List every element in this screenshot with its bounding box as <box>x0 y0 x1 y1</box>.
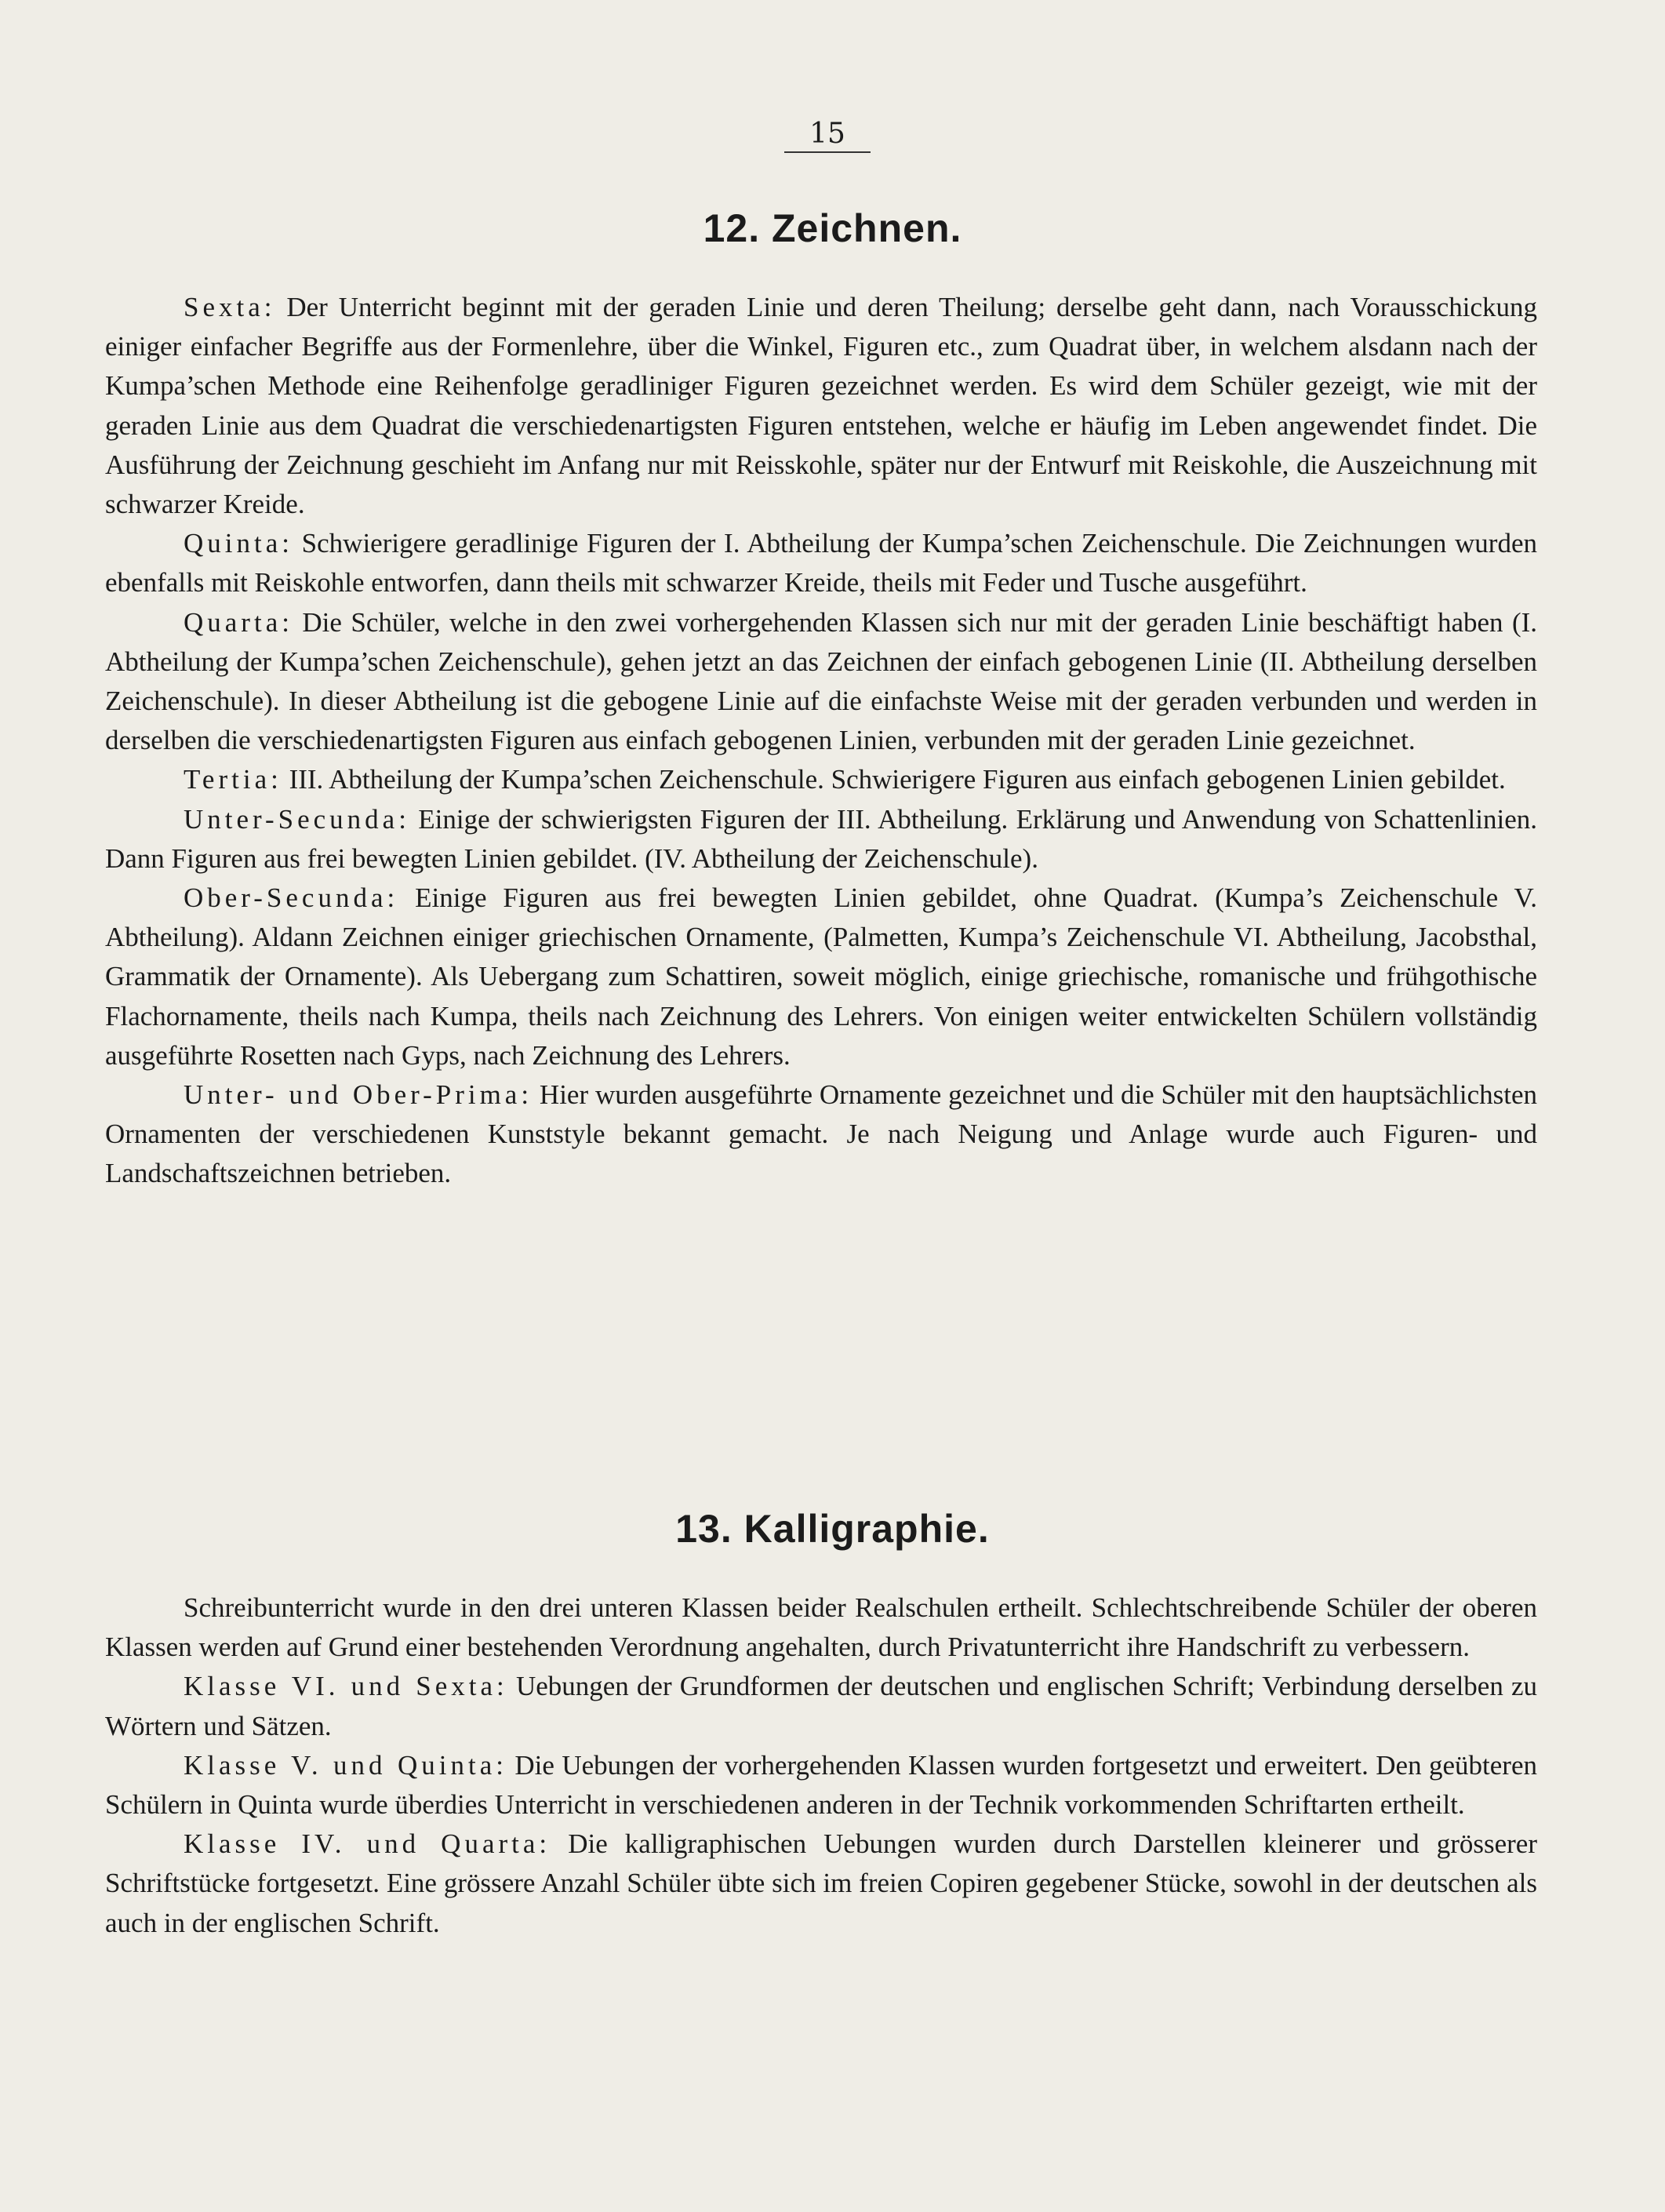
paragraph-label: Klasse V. und Quinta: <box>184 1749 507 1781</box>
paragraph <box>105 800 1537 879</box>
section-body-zeichnen <box>105 288 1537 1194</box>
paragraph-label: Tertia: <box>184 764 282 795</box>
paragraph <box>105 524 1537 602</box>
paragraph <box>105 288 1537 524</box>
paragraph <box>105 879 1537 1075</box>
paragraph-text: Hier wurden ausgeführte Ornamente gezeichnet und die Schüler mit den hauptsächlichsten Ornamenten der verschiedenen Kunststyle bekannt gemacht. Je nach Neigung und Anlage wurde auch Figuren- und Landschaftszeichnen betrieben. <box>105 1079 1537 1189</box>
paragraph-label: Unter- und Ober-Prima: <box>184 1079 533 1111</box>
paragraph <box>105 1588 1537 1667</box>
paragraph <box>105 1746 1537 1825</box>
paragraph-text: Die kalligraphischen Uebungen wurden durch Darstellen kleinerer und grösserer Schriftstücke fortgesetzt. Eine grössere Anzahl Schüler übte sich im freien Copiren gegebener Stücke, sowohl in der deutschen als auch in der englischen Schrift. <box>105 1828 1537 1938</box>
paragraph <box>105 1667 1537 1745</box>
paragraph-label: Klasse IV. und Quarta: <box>184 1828 551 1860</box>
paragraph-text: III. Abtheilung der Kumpa’schen Zeichenschule. Schwierigere Figuren aus einfach gebogenen Linien gebildet. <box>289 764 1506 795</box>
paragraph-text: Die Schüler, welche in den zwei vorhergehenden Klassen sich nur mit der geraden Linie beschäftigt haben (I. Abtheilung der Kumpa’schen Zeichenschule), gehen jetzt an das Zeichnen der einfach gebogenen Linie (II. Abtheilung derselben Zeichenschule). In dieser Abtheilung ist die gebogene Linie auf die einfachste Weise mit der geraden verbunden und werden in derselben die verschiedenartigsten Figuren aus einfach gebogenen Linien, verbunden mit der geraden Linie gezeichnet. <box>105 606 1538 756</box>
paragraph <box>105 760 1537 799</box>
paragraph-text: Einige Figuren aus frei bewegten Linien gebildet, ohne Quadrat. (Kumpa’s Zeichenschule V. Abtheilung). Aldann Zeichnen einiger griechischen Ornamente, (Palmetten, Kumpa’s Zeichenschule VI. Abtheilung, Jacobsthal, Grammatik der Ornamente). Als Uebergang zum Schattiren, soweit möglich, einige griechische, romanische und frühgothische Flachornamente, theils nach Kumpa, theils nach Zeichnung des Lehrers. Von einigen weiter entwickelten Schülern vollständig ausgeführte Rosetten nach Gyps, nach Zeichnung des Lehrers. <box>105 882 1537 1071</box>
paragraph-text: Uebungen der Grundformen der deutschen und englischen Schrift; Verbindung derselben zu Wörtern und Sätzen. <box>105 1671 1538 1741</box>
paragraph <box>105 1825 1537 1943</box>
paragraph <box>105 1075 1537 1194</box>
section-heading-zeichnen: 12. Zeichnen. <box>703 206 962 250</box>
paragraph <box>105 603 1537 761</box>
section-heading-kalligraphie: 13. Kalligraphie. <box>675 1507 990 1551</box>
paragraph-text: Schreibunterricht wurde in den drei unteren Klassen beider Realschulen ertheilt. Schlechtschreibende Schüler der oberen Klassen werden auf Grund einer bestehenden Verordnung angehalten, durch Privatunterricht ihre Handschrift zu verbessern. <box>105 1592 1537 1663</box>
paragraph-label: Sexta: <box>184 292 276 322</box>
paragraph-text: Schwierigere geradlinige Figuren der I. Abtheilung der Kumpa’schen Zeichenschule. Die Zeichnungen wurden ebenfalls mit Reiskohle entworfen, dann theils mit schwarzer Kreide, theils mit Feder und Tusche ausgeführt. <box>105 528 1537 598</box>
paragraph-label: Unter-Secunda: <box>184 803 410 835</box>
paragraph-label: Quarta: <box>184 606 293 638</box>
paragraph-label: Quinta: <box>184 528 293 559</box>
section-body-kalligraphie <box>105 1588 1537 1943</box>
paragraph-text: Die Uebungen der vorhergehenden Klassen wurden fortgesetzt und erweitert. Den geübteren Schülern in Quinta wurde überdies Unterricht in verschiedenen anderen in der Technik vorkommenden Schriftarten ertheilt. <box>105 1749 1537 1821</box>
paragraph-label: Klasse VI. und Sexta: <box>184 1671 508 1702</box>
page-number: 15 <box>784 118 871 153</box>
paragraph-text: Einige der schwierigsten Figuren der III. Abtheilung. Erklärung und Anwendung von Schattenlinien. Dann Figuren aus frei bewegten Linien gebildet. (IV. Abtheilung der Zeichenschule). <box>105 803 1537 874</box>
paragraph-label: Ober-Secunda: <box>184 882 399 914</box>
paragraph-text: Der Unterricht beginnt mit der geraden Linie und deren Theilung; derselbe geht dann, nach Vorausschickung einiger einfacher Begriffe aus der Formenlehre, über die Winkel, Figuren etc., zum Quadrat über, in welchem alsdann nach der Kumpa’schen Methode eine Reihenfolge geradliniger Figuren gezeichnet werden. Es wird dem Schüler gezeigt, wie mit der geraden Linie aus dem Quadrat die verschiedenartigsten Figuren entstehen, welche er häufig im Leben angewendet findet. Die Ausführung der Zeichnung geschieht im Anfang nur mit Reisskohle, später nur der Entwurf mit Reiskohle, die Auszeichnung mit schwarzer Kreide. <box>105 292 1538 520</box>
